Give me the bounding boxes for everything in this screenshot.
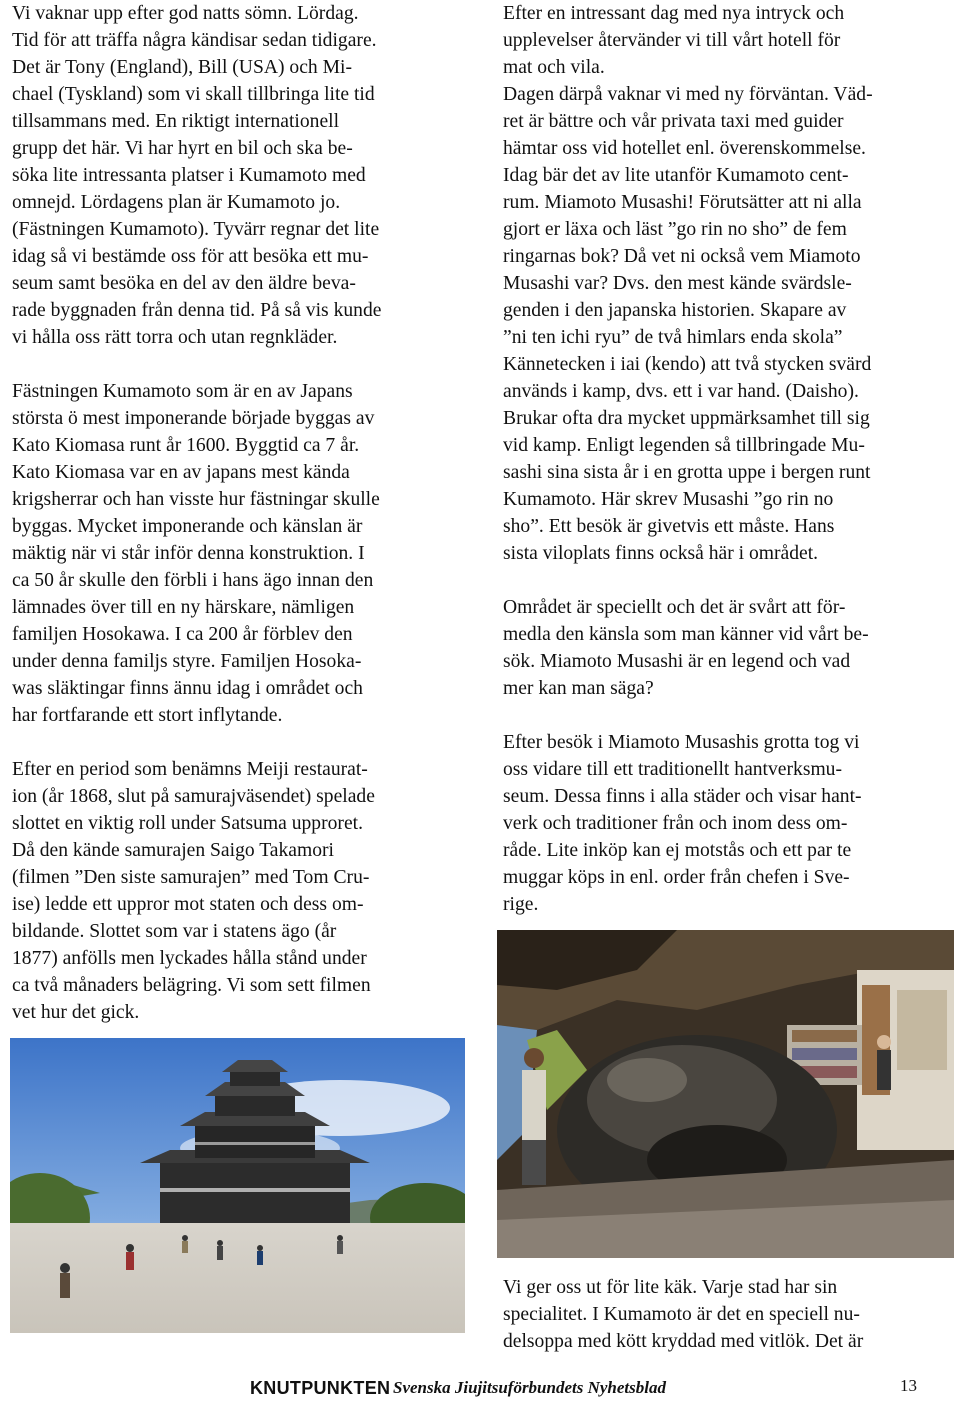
page-number: 13 [900,1376,917,1395]
paragraph-food: Vi ger oss ut för lite käk. Varje stad har sin specialitet. I Kumamoto är det en speciell nu- delsoppa med kött kryddad med vitlök. Det är [503,1277,864,1352]
kumamoto-castle-photo [10,1038,465,1333]
paragraph-craft-museum: Efter besök i Miamoto Musashis grotta tog vi oss vidare till ett traditionellt hantverksmu- seum. Dessa finns i alla städer och visar hant- verk och traditioner från och inom dess om- råde. Lite inköp kan ej motstås och ett par te muggar köps in enl. order från chefen i Sve- rige. [503,732,862,915]
right-column-after-photo [503,1274,951,1355]
paragraph-musashi: Efter en intressant dag med nya intryck och upplevelser återvänder vi till vårt hotell för mat och vila. Dagen därpå vaknar vi med ny förväntan. Väd- ret är bättre och vår privata taxi med guider hämtar oss vid hotellet enl. överenskommelse. Idag bär det av lite utanför Kumamoto cent- rum. Miamoto Musashi! Förutsätter att ni alla gjort er läxa och läst ”go rin no sho” de fem ringarnas bok? Då vet ni också vem Miamoto Musashi var? Dvs. den mest kände svärdsle- genden i den japanska historien. Skapare av ”ni ten ichi ryu” de två himlars enda skola” Kännetecken i iai (kendo) att två stycken svärd används i kamp, dvs. ett i var hand. (Daisho). Brukar ofta dra mycket uppmärksamhet till sig vid kamp. Enligt legenden så tillbringade Mu- sashi sina sista år i en grotta uppe i bergen runt Kumamoto. Här skrev Musashi ”go rin no sho”. Ett besök är givetvis ett måste. Hans sista viloplats finns också här i området. [503,3,873,564]
right-column [503,0,951,918]
newsletter-brand: KNUTPUNKTEN [250,1378,391,1398]
paragraph-meiji: Efter en period som benämns Meiji restaurat- ion (år 1868, slut på samurajväsendet) spelade slottet en viktig roll under Satsuma upproret. Då den kände samurajen Saigo Takamori (filmen ”Den siste samurajen” med Tom Cru- ise) ledde ett uppror mot staten och dess om- bildande. Slottet som var i statens ägo (år 1877) anfölls men lyckades hålla stånd under ca två månaders belägring. Vi som sett filmen vet hur det gick. [12,759,375,1023]
paragraph-area: Området är speciellt och det är svårt att för- medla den känsla som man känner vid vårt be- sök. Miamoto Musashi är en legend och vad mer kan man säga? [503,597,869,699]
left-column [12,0,464,1026]
paragraph-saturday: Vi vaknar upp efter god natts sömn. Lördag. Tid för att träffa några kändisar sedan tidigare. Det är Tony (England), Bill (USA) och Mi- chael (Tyskland) som vi skall tillbringa lite tid tillsammans med. En riktigt internationell grupp det här. Vi har hyrt en bil och ska be- söka lite intressanta platser i Kumamoto med omnejd. Lördagens plan är Kumamoto jo. (Fästningen Kumamoto). Tyvärr regnar det lite idag så vi bestämde oss för att besöka ett mu- seum samt besöka en del av den äldre beva- rade byggnaden från denna tid. På så vis kunde vi hålla oss rätt torra och utan regnkläder. [12,3,382,348]
newsletter-subtitle: Svenska Jiujitsuförbundets Nyhetsblad [393,1378,666,1397]
paragraph-kumamoto-castle: Fästningen Kumamoto som är en av Japans största ö mest imponerande började byggas av Kato Kiomasa runt år 1600. Byggtid ca 7 år. Kato Kiomasa var en av japans mest kända krigsherrar och han visste hur fästningar skulle byggas. Mycket imponerande och känslan är mäktig när vi står inför denna konstruktion. I ca 50 år skulle den förbli i hans ägo innan den lämnades över till en ny härskare, nämligen familjen Hosokawa. I ca 200 år förblev den under denna familjs styre. Familjen Hosoka- was släktingar finns ännu idag i området och har fortfarande ett stort inflytande. [12,381,380,726]
page-footer [0,1376,960,1401]
musashi-cave-photo [497,930,954,1258]
